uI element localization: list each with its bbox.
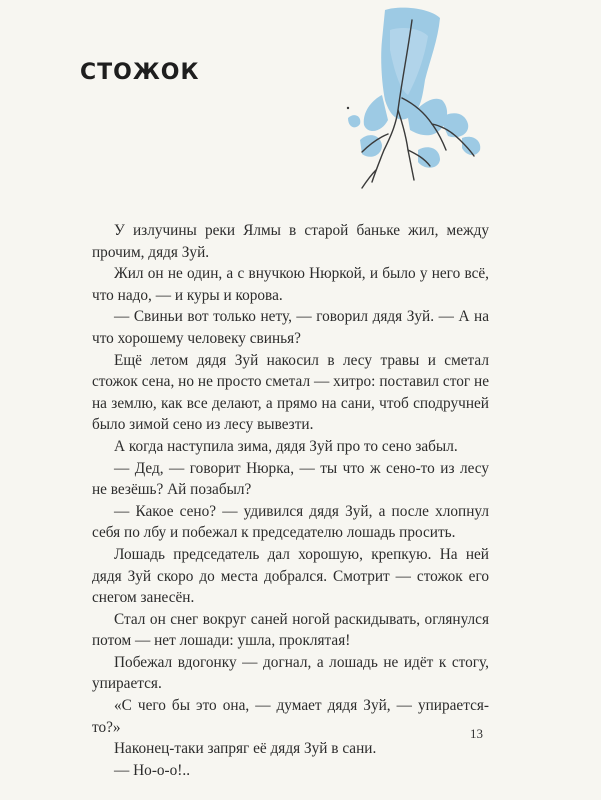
page-number: 13: [470, 726, 483, 741]
paragraph: Стал он снег вокруг саней ногой раскидывать, оглянулся потом — нет лошади: ушла, проклятая!: [92, 610, 489, 650]
paragraph: — Дед, — говорит Нюрка, — ты что ж сено-то из лесу не везёшь? Ай позабыл?: [92, 459, 489, 499]
paragraph: Наконец-таки запряг её дядя Зуй в сани.: [114, 740, 377, 758]
paragraph: Жил он не один, а с внучкою Нюркой, и было у него всё, что надо, — и куры и корова.: [92, 265, 489, 304]
paragraph: — Свиньи вот только нету, — говорил дядя Зуй. — А на что хорошему человеку свинья?: [92, 308, 489, 347]
paragraph: А когда наступила зима, дядя Зуй про то сено забыл.: [114, 437, 458, 455]
paragraph: — Какое сено? — удивился дядя Зуй, а после хлопнул себя по лбу и побежал к председателю лошадь просить.: [92, 502, 489, 542]
paragraph: «С чего бы это она, — думает дядя Зуй, — упирается-то?»: [92, 697, 489, 736]
paragraph: Ещё летом дядя Зуй накосил в лесу травы и сметал стожок сена, но не просто сметал — хитро: поставил стог не на землю, как все делают, а прямо на сани, чтоб сподручней было зимой сено из лесу вывезти.: [92, 351, 489, 434]
tree-root-watercolor-icon: [290, 0, 510, 195]
paragraph: Побежал вдогонку — догнал, а лошадь не идёт к стогу, упирается.: [92, 653, 489, 693]
chapter-title: СТОЖОК: [80, 60, 200, 85]
paragraph: Лошадь председатель дал хорошую, крепкую. На ней дядя Зуй скоро до места добрался. Смотрит — стожок его снегом занесён.: [92, 545, 489, 607]
paragraph: — Но-о-о!..: [114, 761, 191, 779]
story-text: [92, 220, 489, 781]
paragraph: У излучины реки Ялмы в старой баньке жил, между прочим, дядя Зуй.: [92, 222, 489, 261]
